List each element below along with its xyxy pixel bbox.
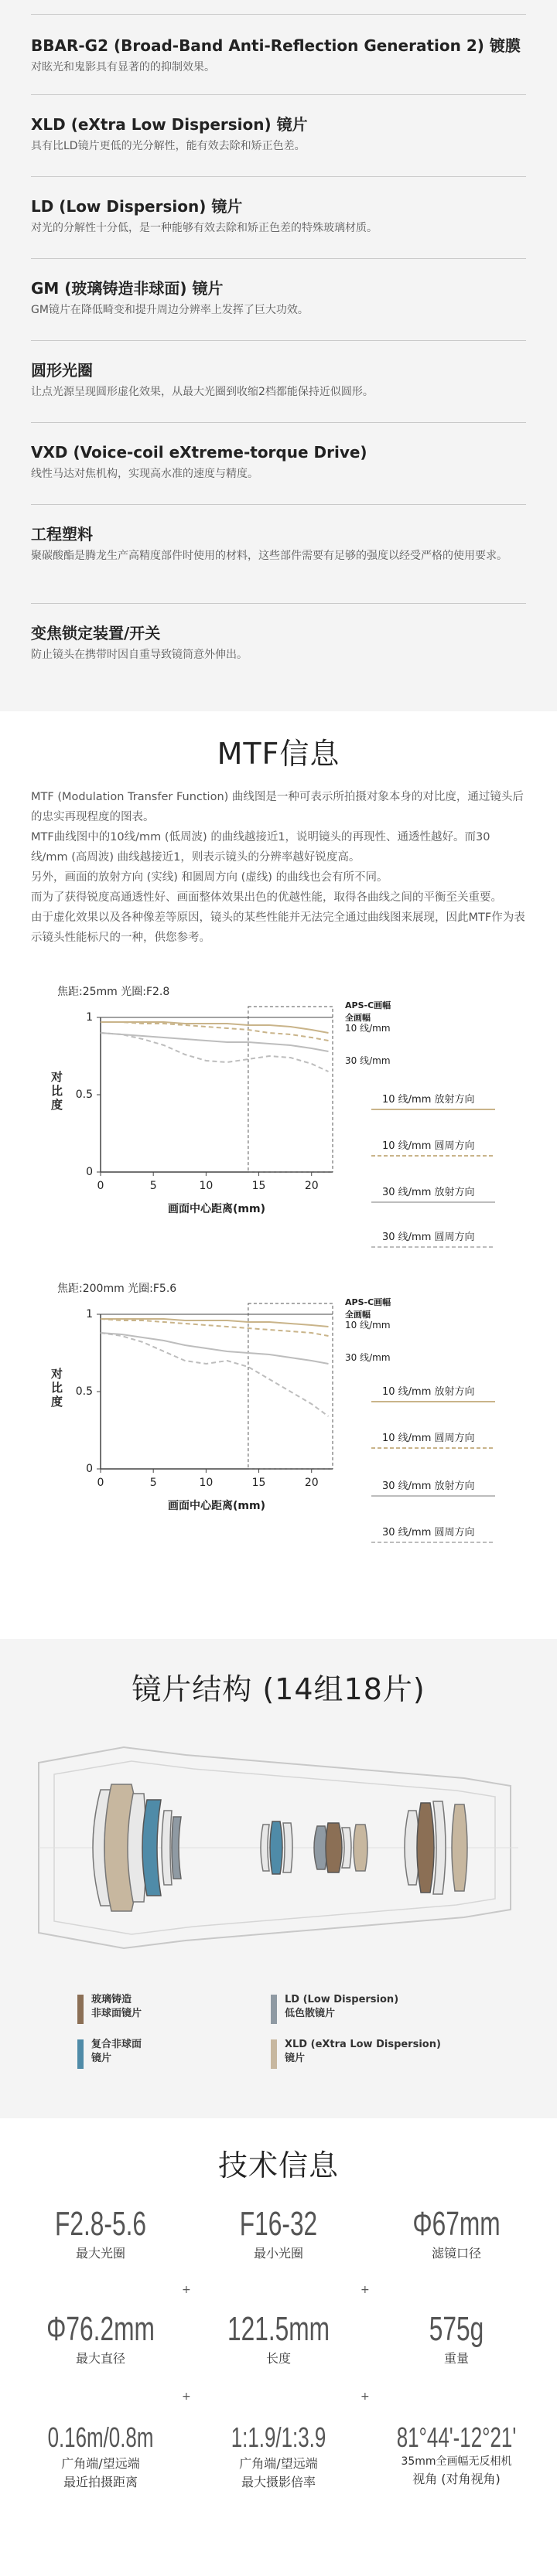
spec-label: 广角端/望远端: [239, 2456, 318, 2471]
x-tick-label: 15: [251, 1180, 266, 1192]
y-tick-label: 0.5: [75, 1089, 93, 1101]
feature-title: 变焦锁定装置/开关: [31, 624, 161, 642]
y-tick-label: 1: [86, 1011, 93, 1024]
spec-label: 最大直径: [75, 2351, 125, 2366]
spec-value: F2.8-5.6: [55, 2205, 146, 2243]
label-10lp: 10 线/mm: [345, 1023, 391, 1034]
tech-info-section: [0, 2118, 557, 2576]
spec-value: 81°44'-12°21': [396, 2421, 517, 2453]
spec-length: [193, 2310, 364, 2367]
legend-swatch: [77, 1995, 84, 2024]
legend-label: 复合非球面 镜片: [91, 2039, 142, 2064]
x-tick-label: 15: [251, 1477, 266, 1489]
spec-max-aperture: [15, 2205, 186, 2262]
divider: [31, 422, 526, 423]
divider: [31, 340, 526, 341]
legend-swatch: [371, 1447, 495, 1449]
x-tick-label: 0: [97, 1180, 104, 1192]
legend-swatch: [371, 1246, 495, 1248]
divider: [31, 94, 526, 95]
divider: [31, 258, 526, 259]
y-tick-label: 0: [86, 1166, 93, 1178]
spec-value: Φ76.2mm: [46, 2310, 155, 2348]
legend-label: 10 线/mm 圆周方向: [382, 1433, 475, 1444]
legend-label: 玻璃铸造 非球面镜片: [91, 1994, 142, 2019]
plus-mark: +: [182, 2284, 191, 2296]
spec-min-aperture: [193, 2205, 364, 2262]
x-tick-label: 10: [199, 1477, 214, 1489]
feature-title: LD (Low Dispersion) 镜片: [31, 197, 243, 216]
label-30lp: 30 线/mm: [345, 1352, 391, 1363]
x-tick-label: 20: [304, 1477, 319, 1489]
intro-paragraph: 由于虚化效果以及各种像差等原因，镜头的某些性能并无法完全通过曲线图来展现，因此MTF作为表示镜头性能标尺的一种，供您参考。: [31, 911, 525, 944]
spec-value: F16-32: [239, 2205, 318, 2243]
legend-swatch: [371, 1201, 495, 1203]
intro-paragraph: MTF曲线图中的10线/mm (低周波) 的曲线越接近1，说明镜头的再现性、通透性越好。而30线/mm (高周波) 曲线越接近1，则表示镜头的分辨率越好锐度高。: [31, 831, 490, 864]
chart-title: 焦距:200mm 光圈:F5.6: [57, 1283, 177, 1295]
legend-label: 10 线/mm 圆周方向: [382, 1140, 475, 1152]
feature-desc: 对眩光和鬼影具有显著的的抑制效果。: [31, 61, 215, 73]
full-frame-label: 全画幅: [345, 1013, 371, 1023]
y-tick-label: 0: [86, 1463, 93, 1475]
feature-desc: 具有比LD镜片更低的光分解性，能有效去除和矫正色差。: [31, 140, 306, 152]
y-axis-label: 度: [51, 1098, 63, 1112]
spec-value: 1:1.9/1:3.9: [231, 2421, 326, 2453]
features-section: [0, 0, 557, 711]
x-tick-label: 20: [304, 1180, 319, 1192]
legend-swatch: [371, 1495, 495, 1497]
legend-item: [371, 1382, 495, 1402]
legend-item: [371, 1136, 495, 1157]
y-tick-label: 0.5: [75, 1385, 93, 1398]
feature-desc: 线性马达对焦机构，实现高水准的速度与精度。: [31, 468, 258, 480]
x-tick-label: 0: [97, 1477, 104, 1489]
spec-label: 广角端/望远端: [61, 2456, 140, 2471]
spec-value: 0.16m/0.8m: [47, 2421, 154, 2453]
legend-label: 30 线/mm 放射方向: [382, 1187, 475, 1198]
lens-structure-section: [0, 1639, 557, 2118]
series-line: [101, 1333, 329, 1364]
plus-mark: +: [182, 2390, 191, 2403]
feature-item: [31, 114, 526, 155]
feature-desc: 防止镜头在携带时因自重导致镜筒意外伸出。: [31, 649, 248, 661]
spec-label-2: 最近拍摄距离: [63, 2475, 138, 2489]
feature-item: [31, 524, 526, 564]
x-tick-label: 5: [149, 1180, 157, 1192]
feature-title: GM (玻璃铸造非球面) 镜片: [31, 279, 224, 298]
feature-title: XLD (eXtra Low Dispersion) 镜片: [31, 115, 308, 134]
feature-desc: 对光的分解性十分低，是一种能够有效去除和矫正色差的特殊玻璃材质。: [31, 222, 378, 234]
legend-item: [371, 1183, 495, 1203]
feature-item: [31, 623, 526, 663]
legend-label: 30 线/mm 圆周方向: [382, 1527, 475, 1538]
feature-item: [31, 196, 526, 237]
mtf-chart-200mm: [31, 1297, 391, 1525]
feature-title: 圆形光圈: [31, 361, 93, 380]
legend-swatch: [371, 1155, 495, 1157]
mtf-chart-25mm: [31, 1000, 391, 1228]
spec-min-focus-distance: [15, 2421, 186, 2491]
lens-diagram: [31, 1716, 526, 1971]
spec-angle-of-view: [371, 2421, 542, 2488]
intro-paragraph: MTF (Modulation Transfer Function) 曲线图是一种可表示所拍摄对象本身的对比度，通过镜头后的忠实再现程度的图表。: [31, 791, 524, 823]
series-line: [101, 1333, 329, 1416]
intro-paragraph: 而为了获得锐度高通透性好、画面整体效果出色的优越性能，取得各曲线之间的平衡至关重要。: [31, 891, 502, 904]
x-tick-label: 5: [149, 1477, 157, 1489]
legend-label: 10 线/mm 放射方向: [382, 1386, 475, 1398]
feature-desc: GM镜片在降低畸变和提升周边分辨率上发挥了巨大功效。: [31, 304, 309, 316]
y-tick-label: 1: [86, 1308, 93, 1320]
feature-item: [31, 442, 526, 482]
section-title: 镜片结构 (14组18片): [132, 1672, 425, 1706]
legend-label: LD (Low Dispersion) 低色散镜片: [285, 1994, 399, 2019]
feature-title: 工程塑料: [31, 525, 93, 543]
spec-value: Φ67mm: [412, 2205, 501, 2243]
intro-paragraph: 另外，画面的放射方向 (实线) 和圆周方向 (虚线) 的曲线也会有所不同。: [31, 871, 388, 884]
x-axis-label: 画面中心距离(mm): [168, 1500, 265, 1512]
full-frame-label: 全画幅: [345, 1310, 371, 1320]
spec-max-magnification: [193, 2421, 364, 2491]
y-axis-label: 度: [51, 1395, 63, 1409]
spec-label: 35mm全画幅无反相机: [401, 2455, 512, 2468]
legend-label: XLD (eXtra Low Dispersion) 镜片: [285, 2039, 441, 2064]
plus-mark: +: [361, 2390, 370, 2403]
y-axis-label: 对: [51, 1367, 63, 1381]
aps-c-frame: [248, 1303, 333, 1469]
series-line: [101, 1319, 329, 1336]
feature-title: VXD (Voice-coil eXtreme-torque Drive): [31, 443, 367, 462]
feature-desc: 聚碳酸酯是腾龙生产高精度部件时使用的材料，这些部件需要有足够的强度以经受严格的使用要求。: [31, 550, 507, 562]
feature-item: [31, 278, 526, 319]
x-axis-label: 画面中心距离(mm): [168, 1203, 265, 1215]
plus-mark: +: [361, 2284, 370, 2296]
divider: [31, 603, 526, 604]
mtf-section: [0, 711, 557, 1639]
feature-desc: 让点光源呈现圆形虚化效果，从最大光圈到收缩2档都能保持近似圆形。: [31, 386, 374, 398]
y-axis-label: 比: [51, 1084, 63, 1098]
legend-item: [371, 1523, 495, 1543]
spec-label: 长度: [265, 2351, 291, 2366]
legend-label: 30 线/mm 放射方向: [382, 1481, 475, 1492]
spec-label-2: 视角 (对角视角): [412, 2472, 501, 2486]
aps-c-label: APS-C画幅: [345, 1000, 391, 1010]
legend-swatch: [77, 2039, 84, 2069]
divider: [31, 176, 526, 177]
mtf-intro: [31, 787, 526, 948]
spec-max-diameter: [15, 2310, 186, 2367]
spec-label: 重量: [443, 2351, 469, 2366]
spec-filter-size: [371, 2205, 542, 2262]
spec-weight: [371, 2310, 542, 2367]
section-title: MTF信息: [217, 737, 340, 771]
legend-swatch: [371, 1109, 495, 1110]
label-10lp: 10 线/mm: [345, 1320, 391, 1331]
feature-item: [31, 360, 526, 400]
label-30lp: 30 线/mm: [345, 1055, 391, 1066]
divider: [31, 14, 526, 15]
legend-swatch: [271, 2039, 277, 2069]
section-title: 技术信息: [217, 2148, 339, 2182]
legend-label: 10 线/mm 放射方向: [382, 1094, 475, 1106]
legend-item: [371, 1477, 495, 1497]
feature-item: [31, 36, 526, 76]
legend-swatch: [271, 1995, 277, 2024]
legend-item: [371, 1090, 495, 1110]
spec-label: 最大光圈: [75, 2246, 125, 2261]
aps-c-label: APS-C画幅: [345, 1297, 391, 1307]
spec-value: 575g: [429, 2310, 484, 2348]
divider: [31, 504, 526, 505]
y-axis-label: 比: [51, 1381, 63, 1395]
legend-item: [371, 1228, 495, 1248]
feature-title: BBAR-G2 (Broad-Band Anti-Reflection Generation 2) 镀膜: [31, 36, 521, 55]
spec-value: 121.5mm: [227, 2310, 330, 2348]
spec-label-2: 最大摄影倍率: [241, 2475, 316, 2489]
y-axis-label: 对: [51, 1070, 63, 1084]
legend-label: 30 线/mm 圆周方向: [382, 1232, 475, 1243]
spec-label: 滤镜口径: [431, 2246, 481, 2261]
legend-item: [371, 1429, 495, 1449]
series-line: [101, 1033, 329, 1072]
legend-swatch: [371, 1401, 495, 1402]
x-tick-label: 10: [199, 1180, 214, 1192]
legend-swatch: [371, 1542, 495, 1543]
chart-title: 焦距:25mm 光圈:F2.8: [57, 986, 170, 998]
spec-label: 最小光圈: [253, 2246, 303, 2261]
